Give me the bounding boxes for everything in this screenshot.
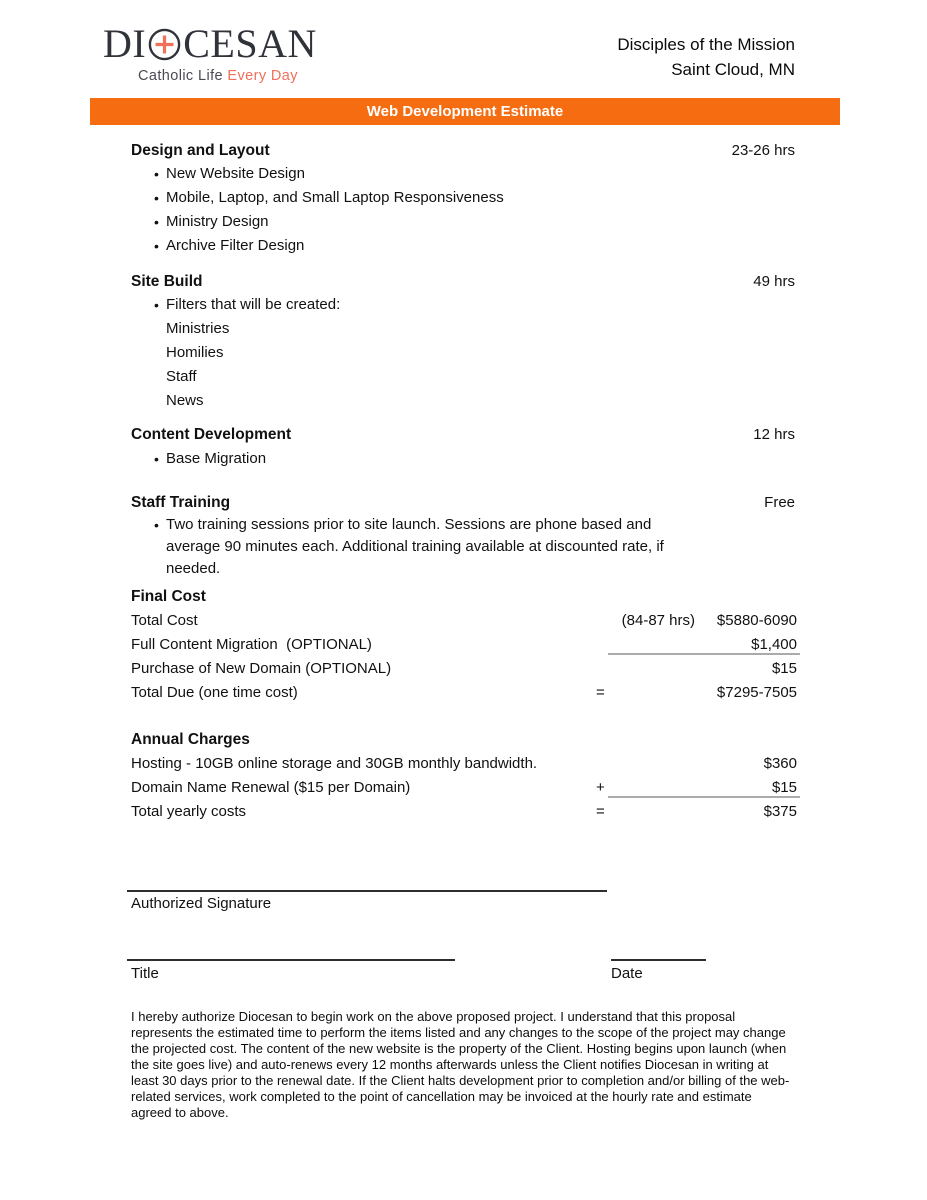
row-hours: [608, 776, 701, 796]
authorization-terms-text: I hereby authorize Diocesan to begin work on the above proposed project. I understand that this proposal represents the estimated time to perform the items listed and any changes to the scope of the project may change the projected cost. The content of the new website is the property of the Client. Hosting begins upon launch (when the site goes live) and auto-renews every 12 months afterwards unless the Client notifies Diocesan in writing at least 30 days prior to the renewal date. If the Client halts development prior to completion and/or billing of the web-related services, work completed to the point of cancellation may be invoiced at the hourly rate and estimate agreed to above.: [131, 1009, 790, 1120]
row-label: Domain Name Renewal ($15 per Domain): [131, 779, 411, 796]
table-row: [131, 609, 800, 633]
row-label: Total Cost: [131, 612, 198, 629]
row-hours: (84-87 hrs): [621, 612, 695, 629]
document-title: Web Development Estimate: [366, 103, 564, 120]
section-title: Content Development: [131, 426, 292, 443]
row-amount: $360: [763, 755, 797, 772]
table-row: [131, 681, 800, 705]
sub-list-item: News: [166, 392, 204, 409]
client-name: Disciples of the Mission: [617, 35, 795, 54]
row-amount: $375: [763, 803, 797, 820]
table-row: [131, 800, 800, 824]
row-label: Full Content Migration (OPTIONAL): [131, 636, 372, 653]
row-label: Total yearly costs: [131, 803, 247, 820]
row-amount: $1,400: [751, 636, 797, 653]
document-header: [103, 21, 795, 84]
bullet-icon: •: [154, 517, 159, 533]
row-values: [608, 776, 800, 798]
section-hours: 49 hrs: [753, 273, 795, 290]
row-amount: $7295-7505: [716, 684, 797, 701]
title-date-labels: [131, 965, 800, 982]
list-item: [131, 514, 800, 580]
row-amount: $5880-6090: [716, 612, 797, 629]
row-hours: [608, 657, 701, 677]
section-hours: 23-26 hrs: [731, 142, 795, 159]
client-location: Saint Cloud, MN: [671, 60, 795, 79]
row-operator: =: [596, 803, 605, 820]
section-staff-training: [131, 491, 800, 580]
logo-wordmark: [103, 21, 317, 66]
row-hours: [608, 681, 701, 701]
list-item: [131, 447, 800, 471]
table-title: Annual Charges: [131, 731, 250, 748]
section-title: Site Build: [131, 273, 203, 290]
section-header: [131, 139, 800, 162]
row-amount: $15: [771, 660, 797, 677]
list-item: [131, 186, 800, 210]
list-item-text: Two training sessions prior to site launch. Sessions are phone based and average 90 minutes each. Additional training available at discounted rate, if needed.: [166, 516, 664, 577]
row-values: [608, 657, 800, 677]
table-row: [131, 752, 800, 776]
list-item-text: New Website Design: [166, 165, 305, 182]
list-item-text: Ministry Design: [166, 213, 269, 230]
section-site-build: [131, 270, 800, 413]
row-label: Purchase of New Domain (OPTIONAL): [131, 660, 392, 677]
authorized-signature-label: Authorized Signature: [131, 895, 272, 912]
logo-text-suffix: CESAN: [183, 21, 317, 66]
section-header: [131, 491, 800, 514]
row-amount: $15: [771, 779, 797, 796]
list-item: [131, 234, 800, 258]
annual-charges-table: [131, 728, 800, 824]
final-cost-table: [131, 585, 800, 705]
table-row: [131, 776, 800, 800]
section-hours: Free: [764, 494, 795, 511]
list-item-text: Archive Filter Design: [166, 237, 305, 254]
row-hours: [608, 752, 701, 772]
list-item-text: Base Migration: [166, 450, 267, 467]
row-values: [608, 800, 800, 820]
date-line: [611, 959, 706, 961]
row-values: [608, 752, 800, 772]
sub-list-item: Staff: [166, 368, 197, 385]
bullet-icon: •: [154, 297, 159, 313]
title-line: [127, 959, 455, 961]
authorized-signature-line: [127, 890, 607, 892]
document-body: [131, 139, 800, 1121]
title-date-lines: [131, 959, 800, 961]
document-title-banner: [90, 98, 840, 125]
row-values: [608, 681, 800, 701]
table-row: [131, 657, 800, 681]
logo-text-prefix: DI: [103, 21, 147, 66]
bullet-icon: •: [154, 451, 159, 467]
diocesan-logo: [103, 21, 317, 84]
row-hours: [608, 800, 701, 820]
list-item: [131, 293, 800, 317]
list-item: [131, 162, 800, 186]
cross-in-circle-icon: [148, 28, 181, 61]
section-header: [131, 270, 800, 293]
bullet-icon: •: [154, 166, 159, 182]
row-values: [608, 609, 800, 629]
row-operator: =: [596, 684, 605, 701]
section-design-and-layout: [131, 139, 800, 258]
row-hours: [608, 633, 701, 653]
row-operator: +: [596, 779, 605, 796]
row-label: Total Due (one time cost): [131, 684, 298, 701]
list-item-text: Mobile, Laptop, and Small Laptop Responsiveness: [166, 189, 504, 206]
list-item: [131, 210, 800, 234]
section-title: Staff Training: [131, 494, 231, 511]
table-row: [131, 633, 800, 657]
section-title: Design and Layout: [131, 142, 270, 159]
sub-list-item: Homilies: [166, 344, 224, 361]
client-info: [617, 32, 795, 84]
date-label: Date: [611, 965, 643, 982]
table-title: Final Cost: [131, 588, 206, 605]
bullet-icon: •: [154, 238, 159, 254]
row-label: Hosting - 10GB online storage and 30GB monthly bandwidth.: [131, 755, 538, 772]
tagline-accent: Every Day: [227, 68, 298, 84]
list-item-text: Filters that will be created:: [166, 296, 341, 313]
section-content-development: [131, 422, 800, 471]
bullet-icon: •: [154, 214, 159, 230]
row-values: [608, 633, 800, 655]
section-header: [131, 422, 800, 447]
tagline-main: Catholic Life: [138, 68, 228, 84]
title-label: Title: [131, 965, 159, 982]
signature-block: [131, 890, 800, 982]
section-hours: 12 hrs: [753, 426, 795, 443]
sub-list-item: Ministries: [166, 320, 230, 337]
bullet-icon: •: [154, 190, 159, 206]
logo-tagline: [138, 68, 317, 84]
